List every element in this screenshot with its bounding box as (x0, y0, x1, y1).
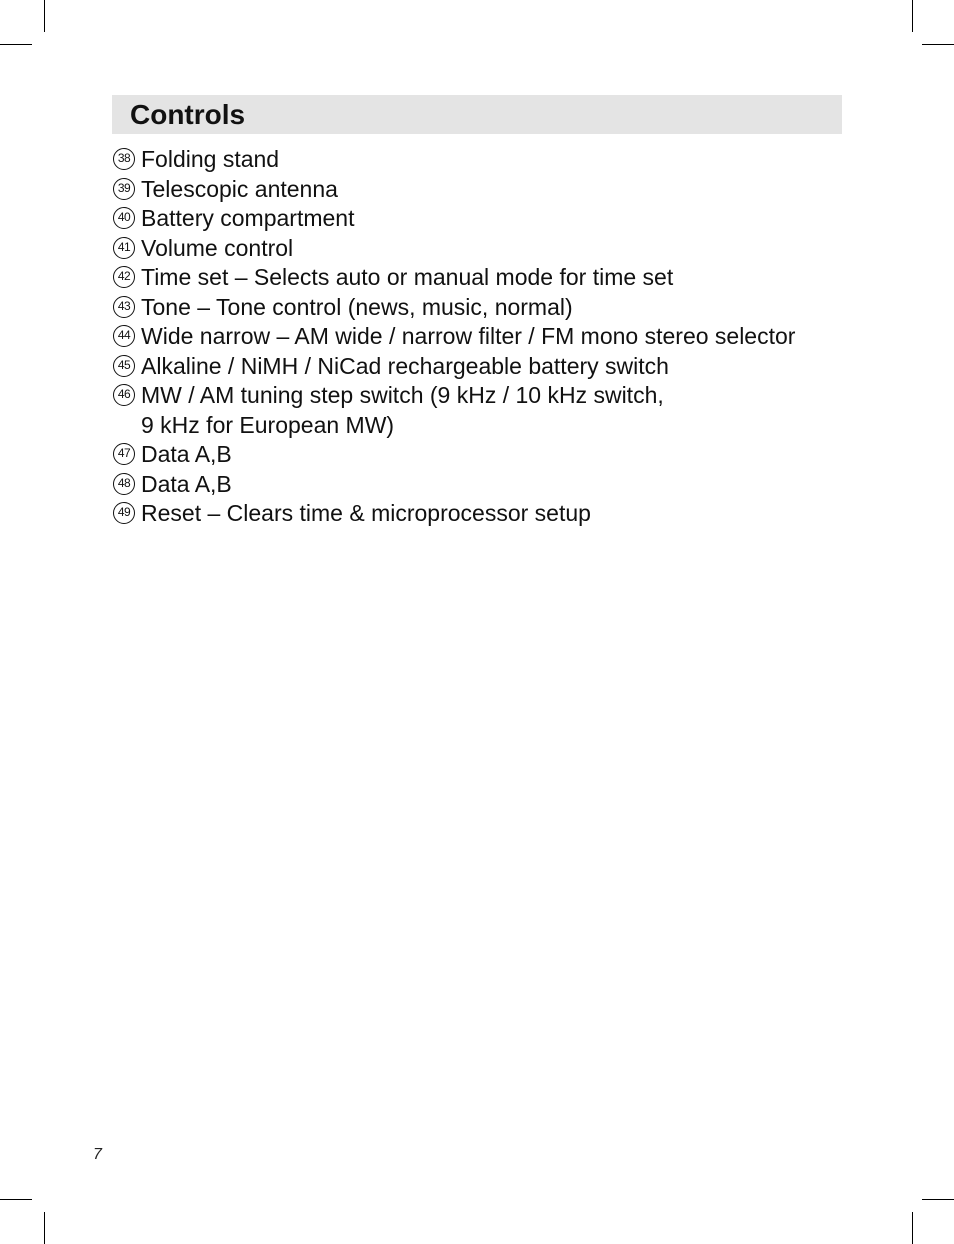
item-number-badge: 45 (113, 355, 135, 377)
list-item (113, 381, 853, 440)
item-text: Time set – Selects auto or manual mode for time set (141, 264, 674, 290)
section-title: Controls (130, 99, 246, 130)
list-item (113, 175, 853, 205)
list-item (113, 204, 853, 234)
crop-mark (0, 44, 32, 45)
item-text: Folding stand (141, 146, 280, 172)
item-text: Battery compartment (141, 205, 355, 231)
item-number-badge: 42 (113, 266, 135, 288)
crop-mark (922, 44, 954, 45)
list-item (113, 470, 853, 500)
crop-mark (44, 1212, 45, 1244)
item-text: MW / AM tuning step switch (9 kHz / 10 kHz switch, 9 kHz for European MW) (141, 382, 664, 438)
list-item (113, 145, 853, 175)
item-text: Volume control (141, 234, 294, 261)
list-item (113, 322, 853, 352)
list-item (113, 293, 853, 323)
list-item (113, 499, 853, 529)
item-number-badge: 49 (113, 502, 135, 524)
item-text: Data A,B (141, 470, 232, 497)
item-number-badge: 48 (113, 473, 135, 495)
item-number-badge: 46 (113, 384, 135, 406)
item-text: Tone – Tone control (news, music, normal) (141, 293, 573, 320)
crop-mark (912, 0, 913, 32)
item-number-badge: 40 (113, 207, 135, 229)
item-number-badge: 41 (113, 237, 135, 259)
item-number-badge: 47 (113, 443, 135, 465)
crop-mark (0, 1199, 32, 1200)
list-item (113, 263, 853, 293)
crop-mark (44, 0, 45, 32)
item-text: Alkaline / NiMH / NiCad rechargeable battery switch (141, 352, 669, 379)
item-text: Wide narrow – AM wide / narrow filter / FM mono stereo selector (141, 323, 796, 349)
list-item (113, 234, 853, 264)
list-item (113, 352, 853, 382)
item-number-badge: 38 (113, 148, 135, 170)
crop-mark (922, 1199, 954, 1200)
section-header (112, 95, 842, 134)
page-number: 7 (93, 1146, 102, 1163)
crop-mark (912, 1212, 913, 1244)
controls-list (113, 145, 853, 529)
item-number-badge: 44 (113, 325, 135, 347)
item-number-badge: 39 (113, 178, 135, 200)
item-text: Telescopic antenna (141, 175, 338, 202)
list-item (113, 440, 853, 470)
item-number-badge: 43 (113, 296, 135, 318)
item-text: Reset – Clears time & microprocessor setup (141, 500, 591, 526)
item-text: Data A,B (141, 441, 232, 467)
